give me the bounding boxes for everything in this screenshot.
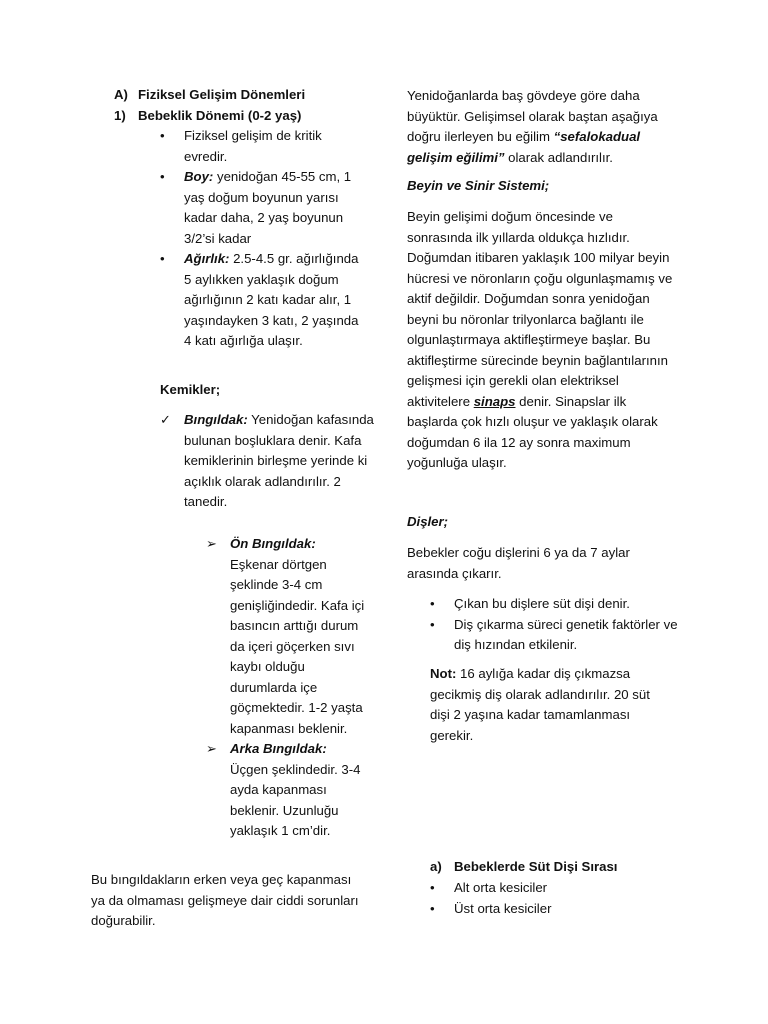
not-paragraph: Not: 16 aylığa kadar diş çıkmazsa gecikmiş diş olarak adlandırılır. 20 süt dişi 2 yaşına kadar tamamlanması gerekir.	[430, 666, 650, 743]
beyin-heading: Beyin ve Sinir Sistemi;	[407, 178, 550, 193]
not-label: Not:	[430, 666, 457, 681]
bullet-icon: •	[430, 880, 435, 895]
bullet-icon: •	[160, 128, 165, 143]
bullet-icon: •	[160, 169, 165, 184]
beyin-paragraph: Beyin gelişimi doğum öncesinde ve sonrasında ilk yıllarda oldukça hızlıdır. Doğumdan itibaren yaklaşık 100 milyar beyin hücresi ve nöronların çoğu olgunlaşmamış ve aktif değildir. Doğumdan sonra yenidoğan beyni bu nöronlar trilyonlarca bağlantı ile olgunlaştırmaya aktifleştirmeye başlar. Bu aktifleştirme sürecinde beynin bağlantılarının gelişmesi için gerekli olan elektriksel aktivitelere sinaps denir. Sinapslar ilk başlarda çok hızlı oluşur ve yaklaşık olarak doğumdan 6 ila 12 ay sonra maximum yoğunluğa ulaşır.	[407, 209, 673, 470]
heading-a	[114, 85, 306, 106]
check-icon: ✓	[160, 412, 172, 427]
list-item: • Çıkan bu dişlere süt dişi denir.	[430, 594, 680, 615]
list-item: • Üst orta kesiciler	[430, 899, 680, 920]
bullet-icon: •	[430, 900, 435, 916]
bullet-icon: •	[430, 616, 435, 632]
sira-marker: a)	[430, 859, 442, 874]
heading-1	[114, 106, 302, 127]
list-item: • Ağırlık: 2.5-4.5 gr. ağırlığında 5 aylıkken yaklaşık doğum ağırlığının 2 katı kadar alır, 1 yaşındayken 3 katı, 2 yaşında 4 katı ağırlığa ulaşır.	[160, 251, 359, 348]
heading-1-marker: 1)	[114, 108, 126, 123]
disler-heading: Dişler;	[407, 514, 449, 529]
arrow-icon: ➢	[206, 741, 218, 756]
bullet-icon: •	[160, 251, 165, 266]
heading-1-text: Bebeklik Dönemi (0-2 yaş)	[138, 108, 302, 123]
heading-a-text: Fiziksel Gelişim Dönemleri	[138, 87, 306, 102]
arrow-icon: ➢	[206, 536, 218, 551]
disler-list	[430, 594, 680, 656]
list-item: • Diş çıkarma süreci genetik faktörler ve diş hızından etkilenir.	[430, 616, 678, 652]
sub-list	[206, 534, 366, 842]
intro-term: “sefalokadual gelişim eğilimi”	[407, 129, 641, 165]
bullet-list	[160, 126, 360, 352]
closing-paragraph: Bu bıngıldakların erken veya geç kapanması ya da olmaması gelişmeye dair ciddi sorunları doğurabilir.	[91, 872, 359, 928]
list-item: • Fiziksel gelişim de kritik evredir.	[160, 128, 322, 164]
sub-item-arka: ➢ Arka Bıngıldak: Üçgen şeklindedir. 3-4 ayda kapanması beklenir. Uzunluğu yaklaşık 1 cm’dir.	[206, 741, 361, 838]
heading-a-marker: A)	[114, 87, 128, 102]
list-item: • Alt orta kesiciler	[430, 878, 680, 899]
sinaps-term: sinaps	[473, 393, 516, 409]
sira-heading-text: Bebeklerde Süt Dişi Sırası	[454, 859, 618, 874]
bullet-icon: •	[430, 596, 435, 611]
intro-paragraph: Yenidoğanlarda baş gövdeye göre daha büyüktür. Gelişimsel olarak baştan aşağıya doğru ilerleyen bu eğilim “sefalokadual gelişim eğilimi” olarak adlandırılır.	[407, 88, 658, 165]
sub-item-on: ➢ Ön Bıngıldak: Eşkenar dörtgen şeklinde 3-4 cm genişliğindedir. Kafa içi basıncın arttığı durum da içeri göçerken sıvı kaybı olduğu durumlarda içe göçmektedir. 1-2 yaşta kapanması beklenir.	[206, 536, 365, 736]
check-item: ✓ Bıngıldak: Yenidoğan kafasında bulunan boşluklara denir. Kafa kemiklerinin birleşme yerinde ki açıklık olarak adlandırılır. 2 tanedir.	[160, 412, 374, 509]
list-item: • Boy: yenidoğan 45-55 cm, 1 yaş doğum boyunun yarısı kadar daha, 2 yaş boyunun 3/2’si kadar	[160, 169, 352, 246]
sira-list	[430, 878, 680, 919]
kemikler-heading: Kemikler;	[160, 382, 221, 397]
sira-heading	[430, 857, 618, 878]
disler-paragraph: Bebekler coğu dişlerini 6 ya da 7 aylar arasında çıkarır.	[407, 545, 630, 581]
